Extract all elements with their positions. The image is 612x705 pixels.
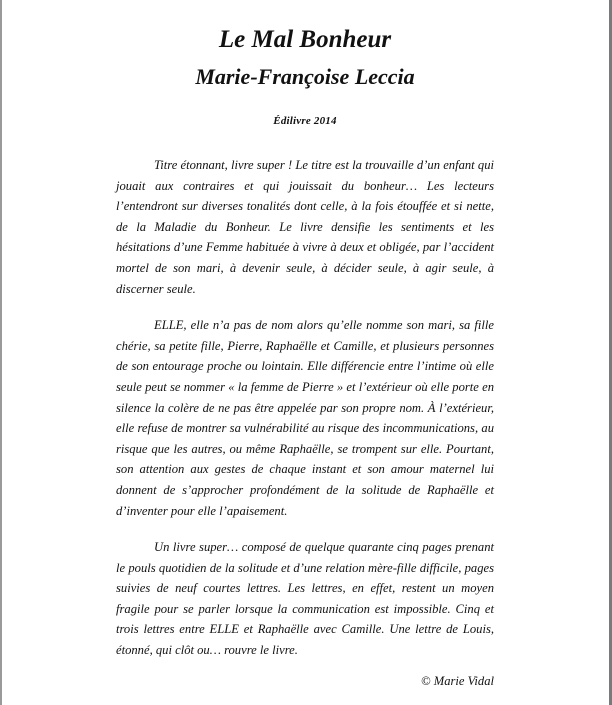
review-paragraph-3: Un livre super… composé de quelque quarante cinq pages prenant le pouls quotidien de la solitude et d’une relation mère-fille difficile, pages suivies de neuf courtes lettres. Les lettres, en effet, restent un moyen fragile pour se parler lorsque la communication est impossible. Cinq et trois lettres entre ELLE et Raphaëlle avec Camille. Une lettre de Louis, étonné, qui clôt ou… rouvre le livre. bbox=[116, 540, 494, 658]
book-author: Marie-Françoise Leccia bbox=[195, 64, 415, 89]
book-title: Le Mal Bonheur bbox=[218, 26, 392, 53]
review-body bbox=[116, 155, 494, 677]
review-signature: © Marie Vidal bbox=[421, 674, 494, 688]
publisher-line: Édilivre 2014 bbox=[273, 115, 337, 127]
review-paragraph-2: ELLE, elle n’a pas de nom alors qu’elle nomme son mari, sa fille chérie, sa petite fille, Pierre, Raphaëlle et Camille, et plusieurs personnes de son entourage proche ou lointain. Elle différencie entre l’intime où elle seule peut se nommer « la femme de Pierre » et l’extérieur où elle porte en silence la colère de ne pas être appelée par son propre nom. À l’extérieur, elle refuse de montrer sa vulnérabilité au risque des incommunications, au risque que les autres, ou même Raphaëlle, se trompent sur elle. Pourtant, son attention aux gestes de chaque instant et son amour maternel lui donnent de s’approcher profondément de la solitude de Raphaëlle et d’inventer pour elle l’apaisement. bbox=[116, 318, 494, 518]
review-paragraph-1: Titre étonnant, livre super ! Le titre est la trouvaille d’un enfant qui jouait aux contraires et qui jouissait du bonheur… Les lecteurs l’entendront sur diverses tonalités dont celle, à la fois étouffée et si nette, de la Maladie du Bonheur. Le livre densifie les sentiments et les hésitations d’une Femme habituée à vivre à deux et obligée, par l’accident mortel de son mari, à devenir seule, à décider seule, à agir seule, à discerner seule. bbox=[116, 158, 494, 296]
page-left-edge bbox=[0, 0, 2, 705]
